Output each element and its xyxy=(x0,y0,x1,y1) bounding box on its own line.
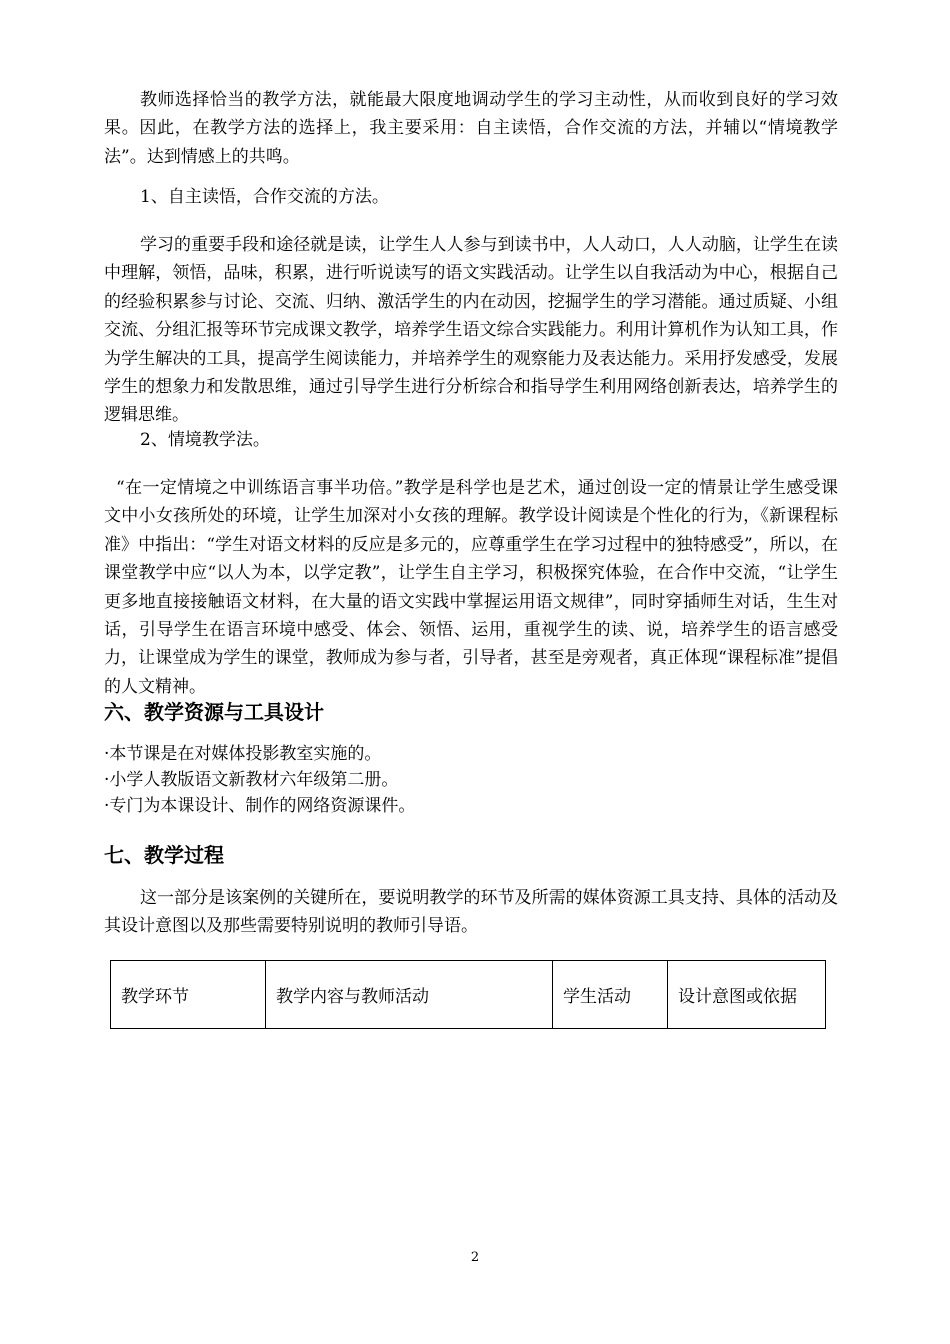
page-number: 2 xyxy=(470,1250,480,1265)
table-header-row xyxy=(111,961,826,1029)
list-item: ·小学人教版语文新教材六年级第二册。 xyxy=(104,770,399,790)
method-item-1-title: 1、自主读悟，合作交流的方法。 xyxy=(140,187,389,207)
section-7-heading: 七、教学过程 xyxy=(104,843,224,867)
paragraph-situational-teaching: “在一定情境之中训练语言事半功倍。”教学是科学也是艺术，通过创设一定的情景让学生感受课文中小女孩所处的环境，让学生加深对小女孩的理解。教学设计阅读是个性化的行为，《新课程标准》中指出：“学生对语文材料的反应是多元的，应尊重学生在学习过程中的独特感受”，所以，在课堂教学中应“以人为本，以学定教”，让学生自主学习，积极探究体验，在合作中交流，“让学生更多地直接接触语文材料，在大量的语文实践中掌握运用语文规律”，同时穿插师生对话，生生对话，引导学生在语言环境中感受、体会、领悟、运用，重视学生的读、说，培养学生的语言感受力，让课堂成为学生的课堂，教师成为参与者，引导者，甚至是旁观者，真正体现“课程标准”提倡的人文精神。 xyxy=(104,478,838,697)
list-item: ·本节课是在对媒体投影教室实施的。 xyxy=(104,744,382,764)
list-item: ·专门为本课设计、制作的网络资源课件。 xyxy=(104,796,416,816)
teaching-process-table xyxy=(110,960,826,1029)
table-header-cell: 学生活动 xyxy=(553,961,668,1029)
paragraph-process-intro: 这一部分是该案例的关键所在，要说明教学的环节及所需的媒体资源工具支持、具体的活动及其设计意图以及那些需要特别说明的教师引导语。 xyxy=(104,888,838,937)
section-6-heading: 六、教学资源与工具设计 xyxy=(104,700,324,724)
paragraph-teaching-method-intro: 教师选择恰当的教学方法，就能最大限度地调动学生的学习主动性，从而收到良好的学习效果。因此，在教学方法的选择上，我主要采用：自主读悟，合作交流的方法，并辅以“情境教学法”。达到情感上的共鸣。 xyxy=(104,90,838,167)
table-header-cell: 设计意图或依据 xyxy=(668,961,826,1029)
table-header-cell: 教学内容与教师活动 xyxy=(266,961,553,1029)
resource-list xyxy=(104,741,415,819)
method-item-2-title: 2、情境教学法。 xyxy=(140,430,270,450)
paragraph-self-reading: 学习的重要手段和途径就是读，让学生人人参与到读书中，人人动口，人人动脑，让学生在读中理解，领悟，品味，积累，进行听说读写的语文实践活动。让学生以自我活动为中心，根据自己的经验积累参与讨论、交流、归纳、激活学生的内在动因，挖掘学生的学习潜能。通过质疑、小组交流、分组汇报等环节完成课文教学，培养学生语文综合实践能力。利用计算机作为认知工具，作为学生解决的工具，提高学生阅读能力，并培养学生的观察能力及表达能力。采用抒发感受，发展学生的想象力和发散思维，通过引导学生进行分析综合和指导学生利用网络创新表达，培养学生的逻辑思维。 xyxy=(104,235,838,426)
table-header-cell: 教学环节 xyxy=(111,961,266,1029)
